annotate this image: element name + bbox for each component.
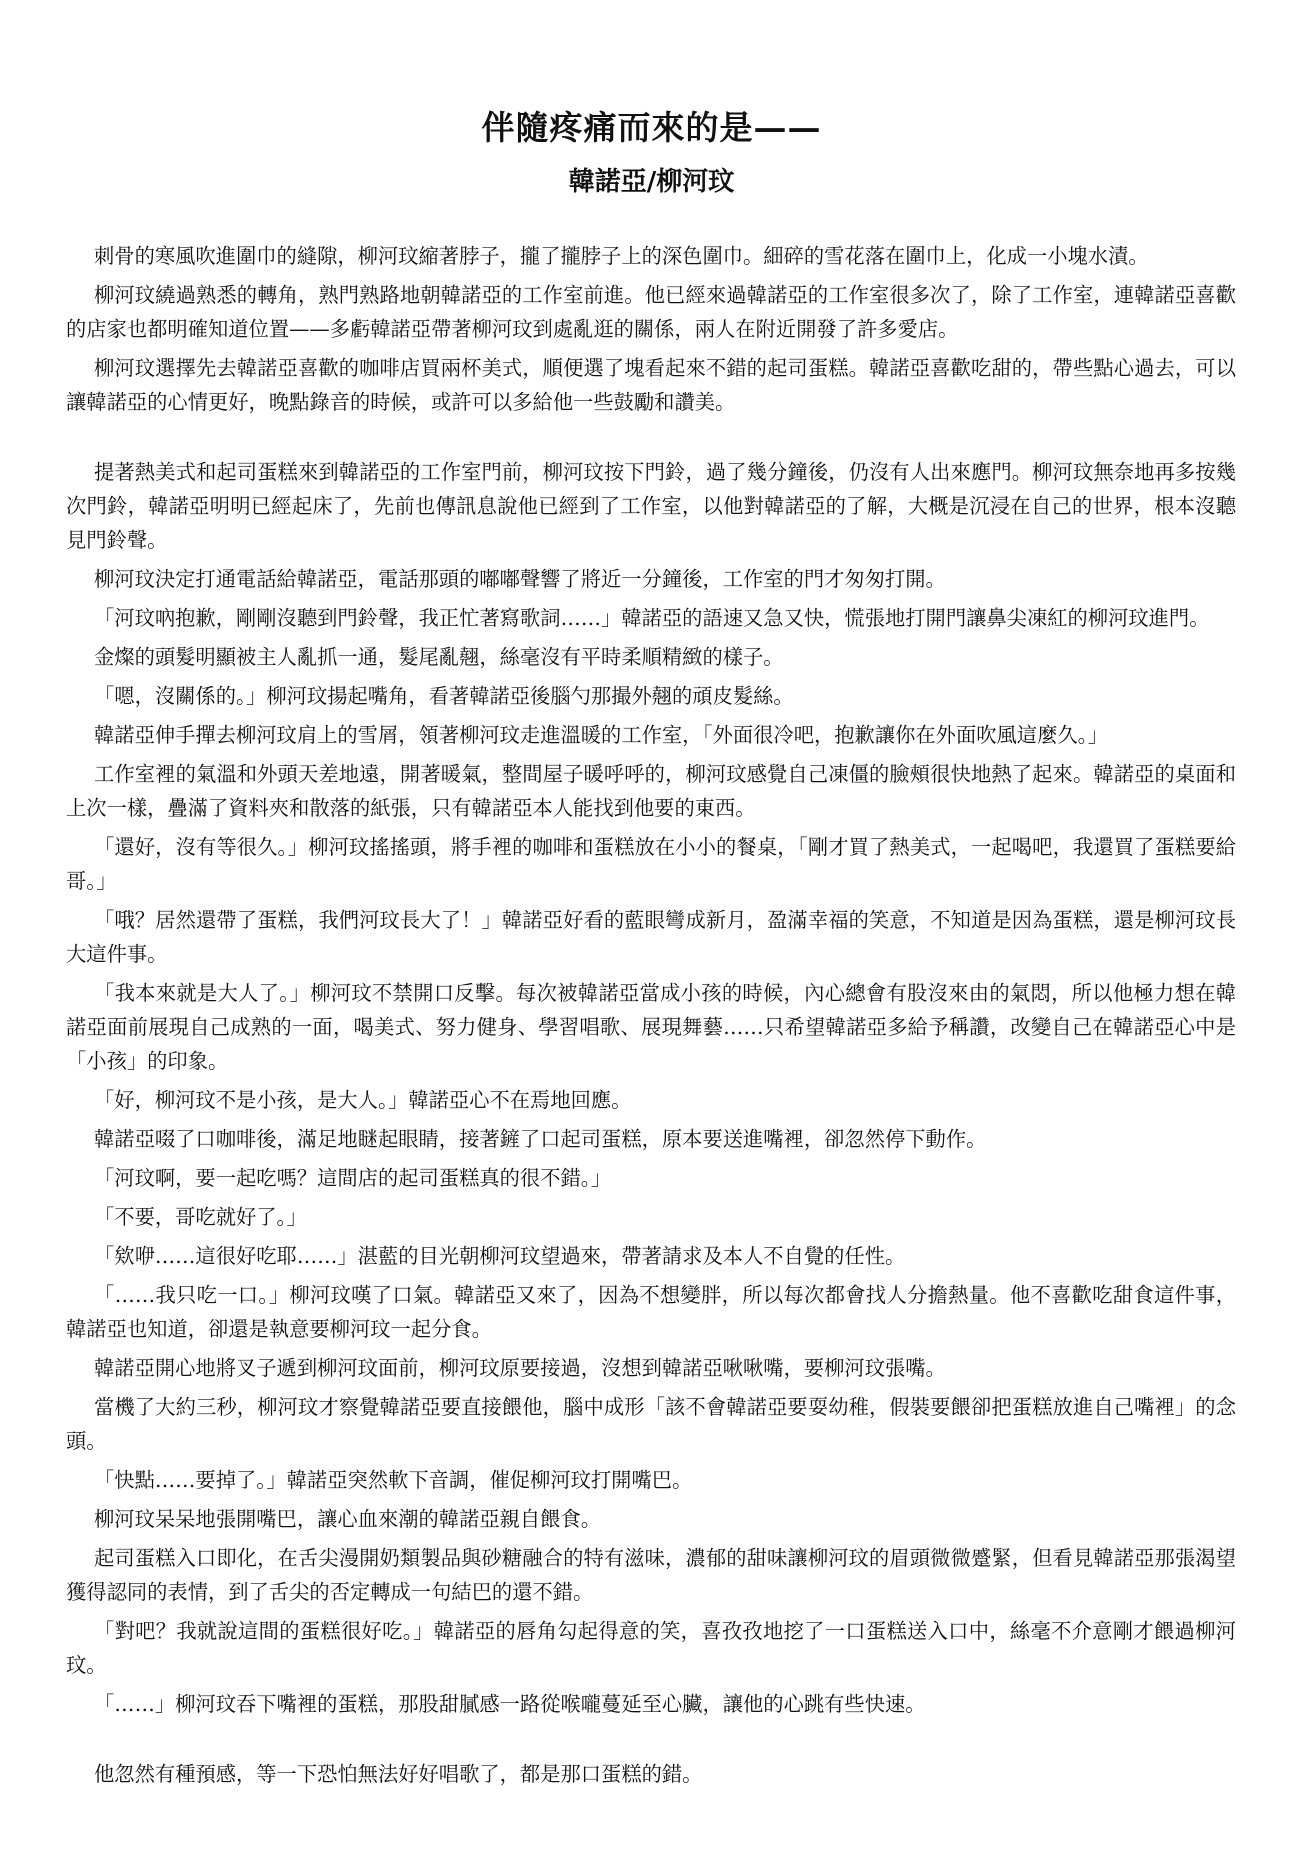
paragraph: 柳河玟決定打通電話給韓諾亞，電話那頭的嘟嘟聲響了將近一分鐘後，工作室的門才匆匆打開。: [94, 567, 946, 591]
paragraph: 「我本來就是大人了。」柳河玟不禁開口反擊。每次被韓諾亞當成小孩的時候，內心總會有股沒來由的氣悶，所以他極力想在韓諾亞面前展現自己成熟的一面，喝美式、努力健身、學習唱歌、展現舞藝……只希望韓諾亞多給予稱讚，改變自己在韓諾亞心中是「小孩」的印象。: [66, 981, 1236, 1073]
paragraph: 「還好，沒有等很久。」柳河玟搖搖頭，將手裡的咖啡和蛋糕放在小小的餐桌，「剛才買了熱美式，一起喝吧，我還買了蛋糕要給哥。」: [66, 835, 1236, 893]
paragraph: 「河玟吶抱歉，剛剛沒聽到門鈴聲，我正忙著寫歌詞……」韓諾亞的語速又急又快，慌張地打開門讓鼻尖凍紅的柳河玟進門。: [94, 606, 1210, 630]
paragraph: 柳河玟呆呆地張開嘴巴，讓心血來潮的韓諾亞親自餵食。: [94, 1507, 602, 1531]
paragraph: 韓諾亞啜了口咖啡後，滿足地瞇起眼睛，接著鏟了口起司蛋糕，原本要送進嘴裡，卻忽然停下動作。: [94, 1127, 987, 1151]
paragraph: 柳河玟選擇先去韓諾亞喜歡的咖啡店買兩杯美式，順便選了塊看起來不錯的起司蛋糕。韓諾亞喜歡吃甜的，帶些點心過去，可以讓韓諾亞的心情更好，晚點錄音的時候，或許可以多給他一些鼓勵和讚美。: [66, 356, 1236, 414]
paragraph: 金燦的頭髮明顯被主人亂抓一通，髮尾亂翹，絲毫沒有平時柔順精緻的樣子。: [94, 645, 784, 669]
document-body: [66, 239, 1236, 1796]
paragraph: 「河玟啊，要一起吃嗎？這間店的起司蛋糕真的很不錯。」: [94, 1166, 612, 1190]
paragraph: 工作室裡的氣溫和外頭天差地遠，開著暖氣，整間屋子暖呼呼的，柳河玟感覺自己凍僵的臉頰很快地熱了起來。韓諾亞的桌面和上次一樣，疊滿了資料夾和散落的紙張，只有韓諾亞本人能找到他要的東西。: [66, 762, 1236, 820]
paragraph: 「快點……要掉了。」韓諾亞突然軟下音調，催促柳河玟打開嘴巴。: [94, 1468, 693, 1492]
paragraph: 「哦？居然還帶了蛋糕，我們河玟長大了！」韓諾亞好看的藍眼彎成新月，盈滿幸福的笑意，不知道是因為蛋糕，還是柳河玟長大這件事。: [66, 908, 1236, 966]
paragraph: 「欸咿……這很好吃耶……」湛藍的目光朝柳河玟望過來，帶著請求及本人不自覺的任性。: [94, 1244, 906, 1268]
paragraph: 「不要，哥吃就好了。」: [94, 1205, 307, 1229]
paragraph: 起司蛋糕入口即化，在舌尖漫開奶類製品與砂糖融合的特有滋味，濃郁的甜味讓柳河玟的眉頭微微蹙緊，但看見韓諾亞那張渴望獲得認同的表情，到了舌尖的否定轉成一句結巴的還不錯。: [66, 1546, 1236, 1604]
paragraph: 「……」柳河玟吞下嘴裡的蛋糕，那股甜膩感一路從喉嚨蔓延至心臟，讓他的心跳有些快速。: [94, 1692, 926, 1716]
paragraph: 他忽然有種預感，等一下恐怕無法好好唱歌了，都是那口蛋糕的錯。: [94, 1762, 703, 1786]
paragraph: 刺骨的寒風吹進圍巾的縫隙，柳河玟縮著脖子，攏了攏脖子上的深色圍巾。細碎的雪花落在圍巾上，化成一小塊水漬。: [94, 244, 1149, 268]
paragraph: 「嗯，沒關係的。」柳河玟揚起嘴角，看著韓諾亞後腦勺那撮外翹的頑皮髮絲。: [94, 684, 794, 708]
paragraph: 「好，柳河玟不是小孩，是大人。」韓諾亞心不在焉地回應。: [94, 1088, 632, 1112]
paragraph: 柳河玟繞過熟悉的轉角，熟門熟路地朝韓諾亞的工作室前進。他已經來過韓諾亞的工作室很多次了，除了工作室，連韓諾亞喜歡的店家也都明確知道位置——多虧韓諾亞帶著柳河玟到處亂逛的關係，兩人在附近開發了許多愛店。: [66, 283, 1236, 341]
paragraph: 「……我只吃一口。」柳河玟嘆了口氣。韓諾亞又來了，因為不想變胖，所以每次都會找人分擔熱量。他不喜歡吃甜食這件事，韓諾亞也知道，卻還是執意要柳河玟一起分食。: [66, 1283, 1236, 1341]
document-author: 韓諾亞/柳河玟: [568, 167, 735, 197]
paragraph: 「對吧？我就說這間的蛋糕很好吃。」韓諾亞的唇角勾起得意的笑，喜孜孜地挖了一口蛋糕送入口中，絲毫不介意剛才餵過柳河玟。: [66, 1619, 1236, 1677]
paragraph: 提著熱美式和起司蛋糕來到韓諾亞的工作室門前，柳河玟按下門鈴，過了幾分鐘後，仍沒有人出來應門。柳河玟無奈地再多按幾次門鈴，韓諾亞明明已經起床了，先前也傳訊息說他已經到了工作室，以他對韓諾亞的了解，大概是沉浸在自己的世界，根本沒聽見門鈴聲。: [66, 460, 1236, 552]
paragraph: 當機了大約三秒，柳河玟才察覺韓諾亞要直接餵他，腦中成形「該不會韓諾亞要耍幼稚，假裝要餵卻把蛋糕放進自己嘴裡」的念頭。: [66, 1395, 1236, 1453]
document-title: 伴隨疼痛而來的是——: [481, 108, 822, 147]
paragraph: 韓諾亞伸手撣去柳河玟肩上的雪屑，領著柳河玟走進溫暖的工作室，「外面很冷吧，抱歉讓你在外面吹風這麼久。」: [94, 723, 1109, 747]
paragraph: 韓諾亞開心地將叉子遞到柳河玟面前，柳河玟原要接過，沒想到韓諾亞啾啾嘴，要柳河玟張嘴。: [94, 1356, 946, 1380]
